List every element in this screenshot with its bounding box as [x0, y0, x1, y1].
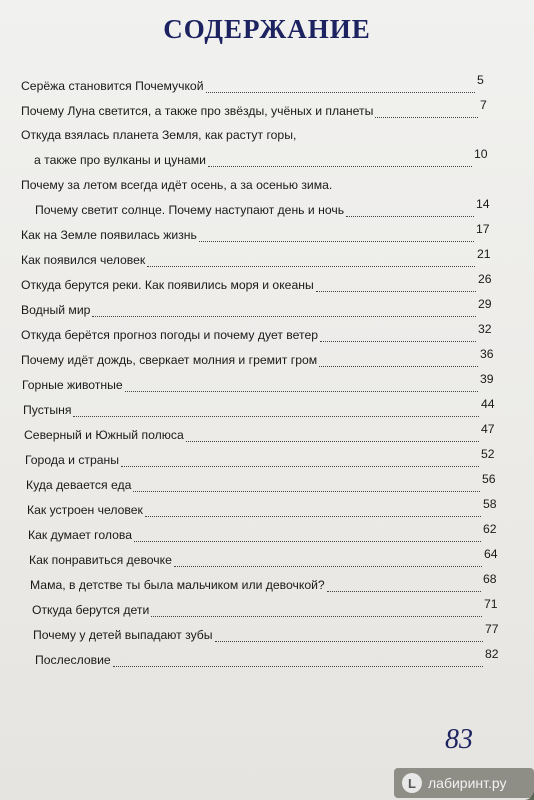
toc-entry — [0, 178, 534, 198]
dot-leader — [73, 416, 479, 417]
dot-leader — [147, 266, 475, 267]
toc-entry — [0, 447, 534, 473]
toc-entry — [0, 272, 534, 298]
dot-leader — [327, 591, 481, 592]
toc-entry-title: Откуда берётся прогноз погоды и почему дует ветер — [21, 328, 319, 342]
toc-entry — [0, 147, 534, 173]
toc-entry-page: 47 — [481, 422, 495, 436]
toc-entry-title: Куда девается еда — [26, 478, 132, 492]
toc-entry-title: Как появился человек — [21, 253, 146, 267]
toc-entry — [0, 347, 534, 373]
toc-entry — [0, 597, 534, 623]
toc-entry — [0, 222, 534, 248]
dot-leader — [375, 117, 478, 118]
toc-entry-title: а также про вулканы и цунами — [34, 153, 206, 167]
toc-entry-title: Горные животные — [22, 378, 123, 392]
toc-entry-title: Почему у детей выпадают зубы — [33, 628, 213, 642]
page-title: СОДЕРЖАНИЕ — [163, 14, 371, 44]
toc-entry-page: 17 — [476, 222, 490, 236]
toc-entry-page: 26 — [478, 272, 492, 286]
dot-leader — [206, 92, 476, 93]
dot-leader — [145, 516, 481, 517]
toc-entry — [0, 497, 534, 523]
toc-entry-title: Послесловие — [35, 653, 111, 667]
toc-entry-page: 77 — [485, 622, 499, 636]
toc-entry-title: Почему идёт дождь, сверкает молния и гремит гром — [21, 353, 318, 367]
toc-entry — [0, 522, 534, 548]
toc-entry-title: Как думает голова — [28, 528, 132, 542]
toc-entry-page: 62 — [483, 522, 497, 536]
toc-entry-page: 7 — [480, 98, 487, 112]
dot-leader — [92, 316, 476, 317]
dot-leader — [346, 216, 474, 217]
toc-entry — [0, 397, 534, 423]
dot-leader — [316, 291, 476, 292]
toc-entry-title: Как устроен человек — [27, 503, 143, 517]
toc-entry-title: Почему Луна светится, а также про звёзды, учёных и планеты — [21, 104, 374, 118]
toc-entry-title: Водный мир — [21, 303, 91, 317]
toc-entry — [0, 622, 534, 648]
toc-entry-title: Города и страны — [25, 453, 120, 467]
toc-entry-title: Пустыня — [23, 403, 72, 417]
toc-entry-page: 14 — [476, 197, 490, 211]
toc-entry-page: 39 — [480, 372, 494, 386]
dot-leader — [125, 391, 478, 392]
toc-entry — [0, 297, 534, 323]
toc-entry-title: Как на Земле появилась жизнь — [21, 228, 197, 242]
toc-entry-title: Мама, в детстве ты была мальчиком или девочкой? — [30, 578, 325, 592]
toc-entry-page: 82 — [485, 647, 499, 661]
toc-entry-title: Серёжа становится Почемучкой — [21, 79, 204, 93]
toc-entry — [0, 73, 534, 99]
toc-entry — [0, 422, 534, 448]
dot-leader — [208, 166, 472, 167]
toc-entry — [0, 547, 534, 573]
toc-entry-page: 32 — [478, 322, 492, 336]
dot-leader — [151, 616, 482, 617]
dot-leader — [133, 491, 480, 492]
toc-entry-page: 10 — [474, 147, 488, 161]
watermark — [394, 768, 534, 798]
toc-entry — [0, 322, 534, 348]
dot-leader — [174, 566, 482, 567]
toc-entry-page: 71 — [484, 597, 498, 611]
toc-entry-page: 44 — [481, 397, 495, 411]
toc-entry-title: Откуда берутся дети — [32, 603, 150, 617]
toc-entry — [0, 472, 534, 498]
watermark-text: лабиринт.ру — [428, 775, 507, 791]
toc-entry — [0, 572, 534, 598]
toc-entry-page: 68 — [483, 572, 497, 586]
toc-entry-title: Почему за летом всегда идёт осень, а за осенью зима. — [21, 178, 333, 192]
toc-entry-page: 52 — [481, 447, 495, 461]
toc-entry-title: Откуда взялась планета Земля, как растут горы, — [21, 128, 297, 142]
toc-entry-page: 64 — [484, 547, 498, 561]
toc-entry — [0, 197, 534, 223]
toc-entry-page: 21 — [477, 247, 491, 261]
dot-leader — [199, 241, 474, 242]
toc-entry-title: Почему светит солнце. Почему наступают день и ночь — [35, 203, 345, 217]
toc-entry-page: 5 — [477, 73, 484, 87]
toc-entry — [0, 128, 534, 148]
toc-entry-title: Откуда берутся реки. Как появились моря и океаны — [21, 278, 314, 292]
dot-leader — [121, 466, 479, 467]
toc-entry-title: Северный и Южный полюса — [24, 428, 184, 442]
dot-leader — [320, 341, 476, 342]
dot-leader — [134, 541, 481, 542]
dot-leader — [186, 441, 479, 442]
toc-entry — [0, 372, 534, 398]
dot-leader — [319, 366, 478, 367]
labirint-logo-icon: L — [402, 773, 422, 793]
toc-entry — [0, 247, 534, 273]
page-number: 83 — [445, 724, 473, 755]
toc-entry — [0, 647, 534, 673]
toc-entry-page: 56 — [482, 472, 496, 486]
toc-entry-page: 58 — [483, 497, 497, 511]
dot-leader — [113, 666, 483, 667]
toc-entry — [0, 98, 534, 124]
toc-entry-title: Как понравиться девочке — [29, 553, 172, 567]
dot-leader — [215, 641, 483, 642]
toc-entry-page: 36 — [480, 347, 494, 361]
toc-entry-page: 29 — [478, 297, 492, 311]
